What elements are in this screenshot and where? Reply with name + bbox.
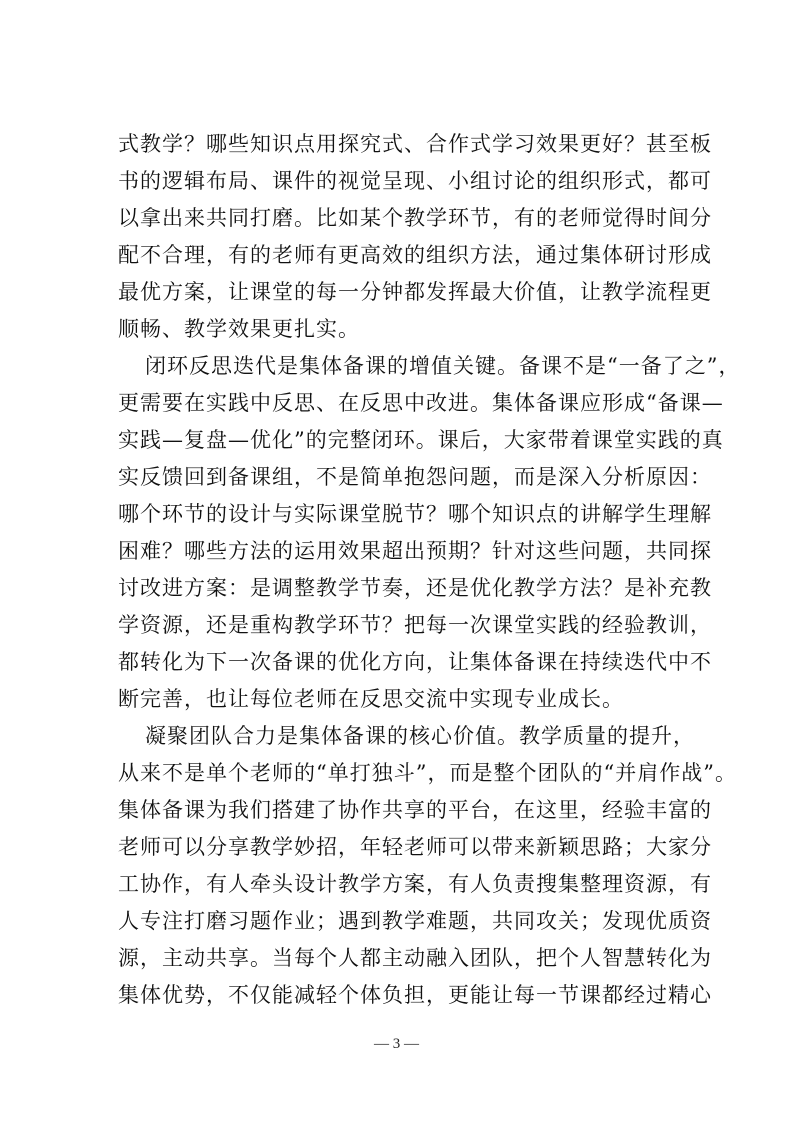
text-line: 最优方案，让课堂的每一分钟都发挥最大价值，让教学流程更 [118,280,712,304]
text-line: 实践—复盘—优化”的完整闭环。课后，大家带着课堂实践的真 [118,428,724,452]
text-line: 顺畅、教学效果更扎实。 [118,317,360,341]
text-line: 工协作，有人牵头设计教学方案，有人负责搜集整理资源，有 [118,872,712,896]
page-number: — 3 — [374,1036,419,1052]
text-line: 困难？哪些方法的运用效果超出预期？针对这些问题，共同探 [118,539,712,563]
text-line: 学资源，还是重构教学环节？把每一次课堂实践的经验教训， [118,613,712,637]
text-line: 人专注打磨习题作业；遇到教学难题，共同攻关；发现优质资 [118,909,712,933]
text-line: 更需要在实践中反思、在反思中改进。集体备课应形成“备课— [118,391,724,415]
text-line: 以拿出来共同打磨。比如某个教学环节，有的老师觉得时间分 [118,206,712,230]
text-line: 集体备课为我们搭建了协作共享的平台，在这里，经验丰富的 [118,798,712,822]
text-line: 凝聚团队合力是集体备课的核心价值。教学质量的提升， [145,724,695,748]
text-line: 哪个环节的设计与实际课堂脱节？哪个知识点的讲解学生理解 [118,502,712,526]
text-line: 实反馈回到备课组，不是简单抱怨问题，而是深入分析原因： [118,465,712,489]
text-line: 集体优势，不仅能减轻个体负担，更能让每一节课都经过精心 [118,983,712,1007]
document-body [118,126,741,1014]
text-line: 式教学？哪些知识点用探究式、合作式学习效果更好？甚至板 [118,132,712,156]
text-line: 配不合理，有的老师有更高效的组织方法，通过集体研讨形成 [118,243,712,267]
text-line: 从来不是单个老师的“单打独斗”，而是整个团队的“并肩作战”。 [118,761,737,785]
text-line: 断完善，也让每位老师在反思交流中实现专业成长。 [118,687,624,711]
text-line: 源，主动共享。当每个人都主动融入团队，把个人智慧转化为 [118,946,712,970]
text-line: 书的逻辑布局、课件的视觉呈现、小组讨论的组织形式，都可 [118,169,712,193]
text-line: 讨改进方案：是调整教学节奏，还是优化教学方法？是补充教 [118,576,712,600]
text-line: 闭环反思迭代是集体备课的增值关键。备课不是“一备了之”， [145,354,741,378]
text-line: 老师可以分享教学妙招，年轻老师可以带来新颖思路；大家分 [118,835,712,859]
text-line: 都转化为下一次备课的优化方向，让集体备课在持续迭代中不 [118,650,712,674]
